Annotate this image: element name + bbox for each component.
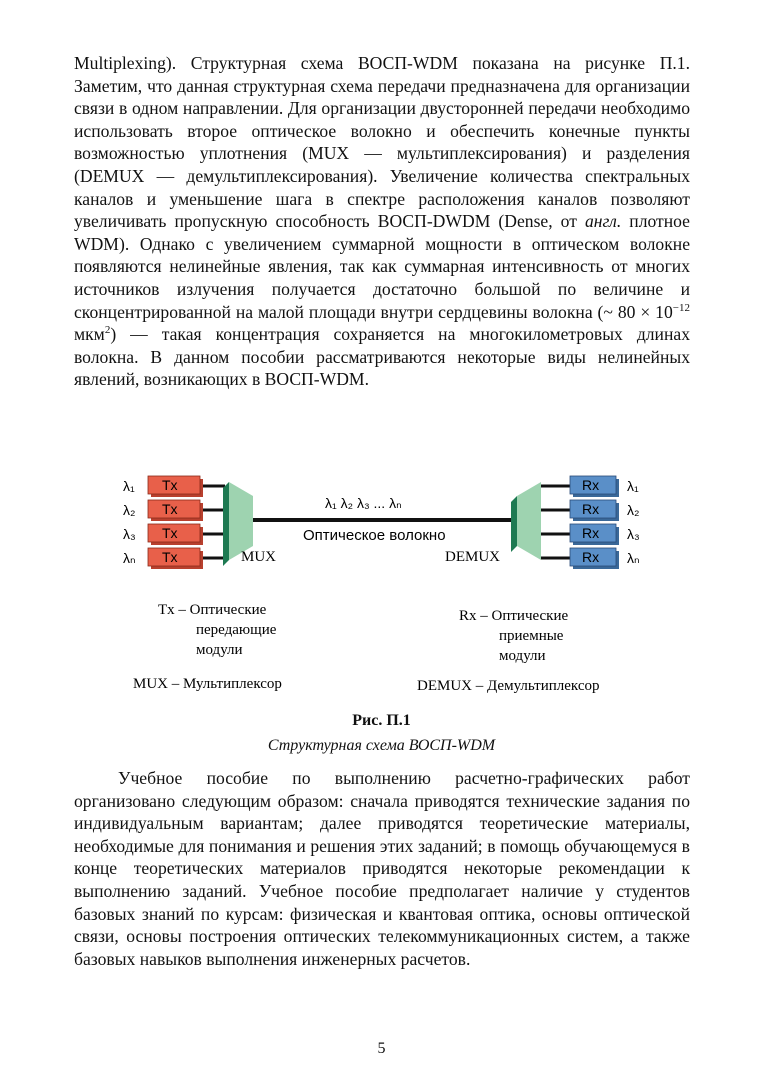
tx-module-label: Tx — [162, 525, 178, 541]
legend-mux: MUX – Мультиплексор — [133, 676, 282, 692]
exponent-2: 2 — [104, 324, 111, 337]
tx-lambda-label: λₙ — [123, 550, 136, 566]
italic-abbrev: англ. — [585, 211, 622, 232]
tx-modules — [123, 476, 225, 569]
rx-lambda-label: λ₁ — [627, 478, 639, 494]
tx-lambda-label: λ₁ — [123, 478, 135, 494]
rx-module-label: Rx — [582, 549, 600, 565]
fiber-lambdas: λ₁ λ₂ λ₃ ... λₙ — [325, 495, 402, 511]
legend-rx-line1: Rx – Оптические — [459, 608, 569, 624]
mux-label: MUX — [241, 549, 277, 565]
demux-block — [511, 482, 541, 560]
rx-module-label: Rx — [582, 525, 600, 541]
second-paragraph: Учебное пособие по выполнению расчетно-графических работ организовано следующим образом: сначала приводятся технические задания по индивидуальным вариантам; далее приводятся теоретические материалы, необходимые для понимания и решения этих заданий; в помощь обучающемуся в конце теоретических материалов приводятся некоторые рекомендации к выполнению заданий. Учебное пособие предполагает наличие у студентов базовых знаний по курсам: физическая и квантовая оптика, основы оптической связи, основы построения оптических телекоммуникационных систем, а также базовых навыков выполнения инженерных расчетов. — [74, 768, 690, 969]
legend-tx-line2: передающие — [196, 622, 277, 638]
tx-module-label: Tx — [162, 501, 178, 517]
tx-module-label: Tx — [162, 549, 178, 565]
tx-lambda-label: λ₂ — [123, 502, 136, 518]
legend-tx-line1: Tx – Оптические — [158, 602, 267, 618]
rx-lambda-label: λ₃ — [627, 526, 640, 542]
mux-side — [223, 482, 229, 566]
tx-module-label: Tx — [162, 477, 178, 493]
tx-lambda-label: λ₃ — [123, 526, 136, 542]
rx-lambda-label: λ₂ — [627, 502, 640, 518]
fiber-label: Оптическое волокно — [303, 527, 446, 544]
legend-tx-line3: модули — [196, 642, 243, 658]
wdm-diagram — [115, 468, 655, 700]
rx-module-label: Rx — [582, 477, 600, 493]
figure-caption-title: Рис. П.1 — [352, 712, 411, 729]
page-number: 5 — [377, 1040, 386, 1057]
rx-lambda-label: λₙ — [627, 550, 640, 566]
demux-side — [511, 496, 517, 552]
wdm-diagram-svg — [115, 468, 655, 700]
exponent: −12 — [672, 301, 690, 314]
legend-rx-line3: модули — [499, 648, 546, 664]
figure-caption-subtitle: Структурная схема ВОСП-WDM — [267, 737, 496, 754]
legend-rx-line2: приемные — [499, 628, 564, 644]
intro-paragraph: Multiplexing). Структурная схема ВОСП-WDM показана на рисунке П.1. Заметим, что данная структурная схема передачи предназначена для организации связи в одном направлении. Для организации двусторонней передачи необходимо использовать второе оптическое волокно и обеспечить конечные пункты возможностью уплотнения (MUX — мультиплексирования) и разделения (DEMUX — демультиплексирования). Увеличение количества спектральных каналов и уменьшение шага в спектре расположения каналов позволяют увеличивать пропускную способность ВОСП-DWDM (Dense, от англ. плотное WDM). Однако с увеличением суммарной мощности в оптическом волокне появляются нелинейные явления, так как суммарная интенсивность от многих источников излучения получается достаточно большой по величине и сконцентрированной на малой площади внутри сердцевины волокна (~ $80 \times 10^{-12}$ мкм$^2$) — такая концентрация сохраняется на многокилометровых длинах волокна. В данном пособии рассматриваются некоторые виды нелинейных явлений, возникающих в ВОСП-WDM. — [74, 53, 690, 390]
demux-label: DEMUX — [445, 549, 500, 565]
rx-modules — [541, 476, 640, 569]
demux-face — [517, 482, 541, 560]
legend-demux: DEMUX – Демультиплексор — [417, 678, 600, 694]
rx-module-label: Rx — [582, 501, 600, 517]
